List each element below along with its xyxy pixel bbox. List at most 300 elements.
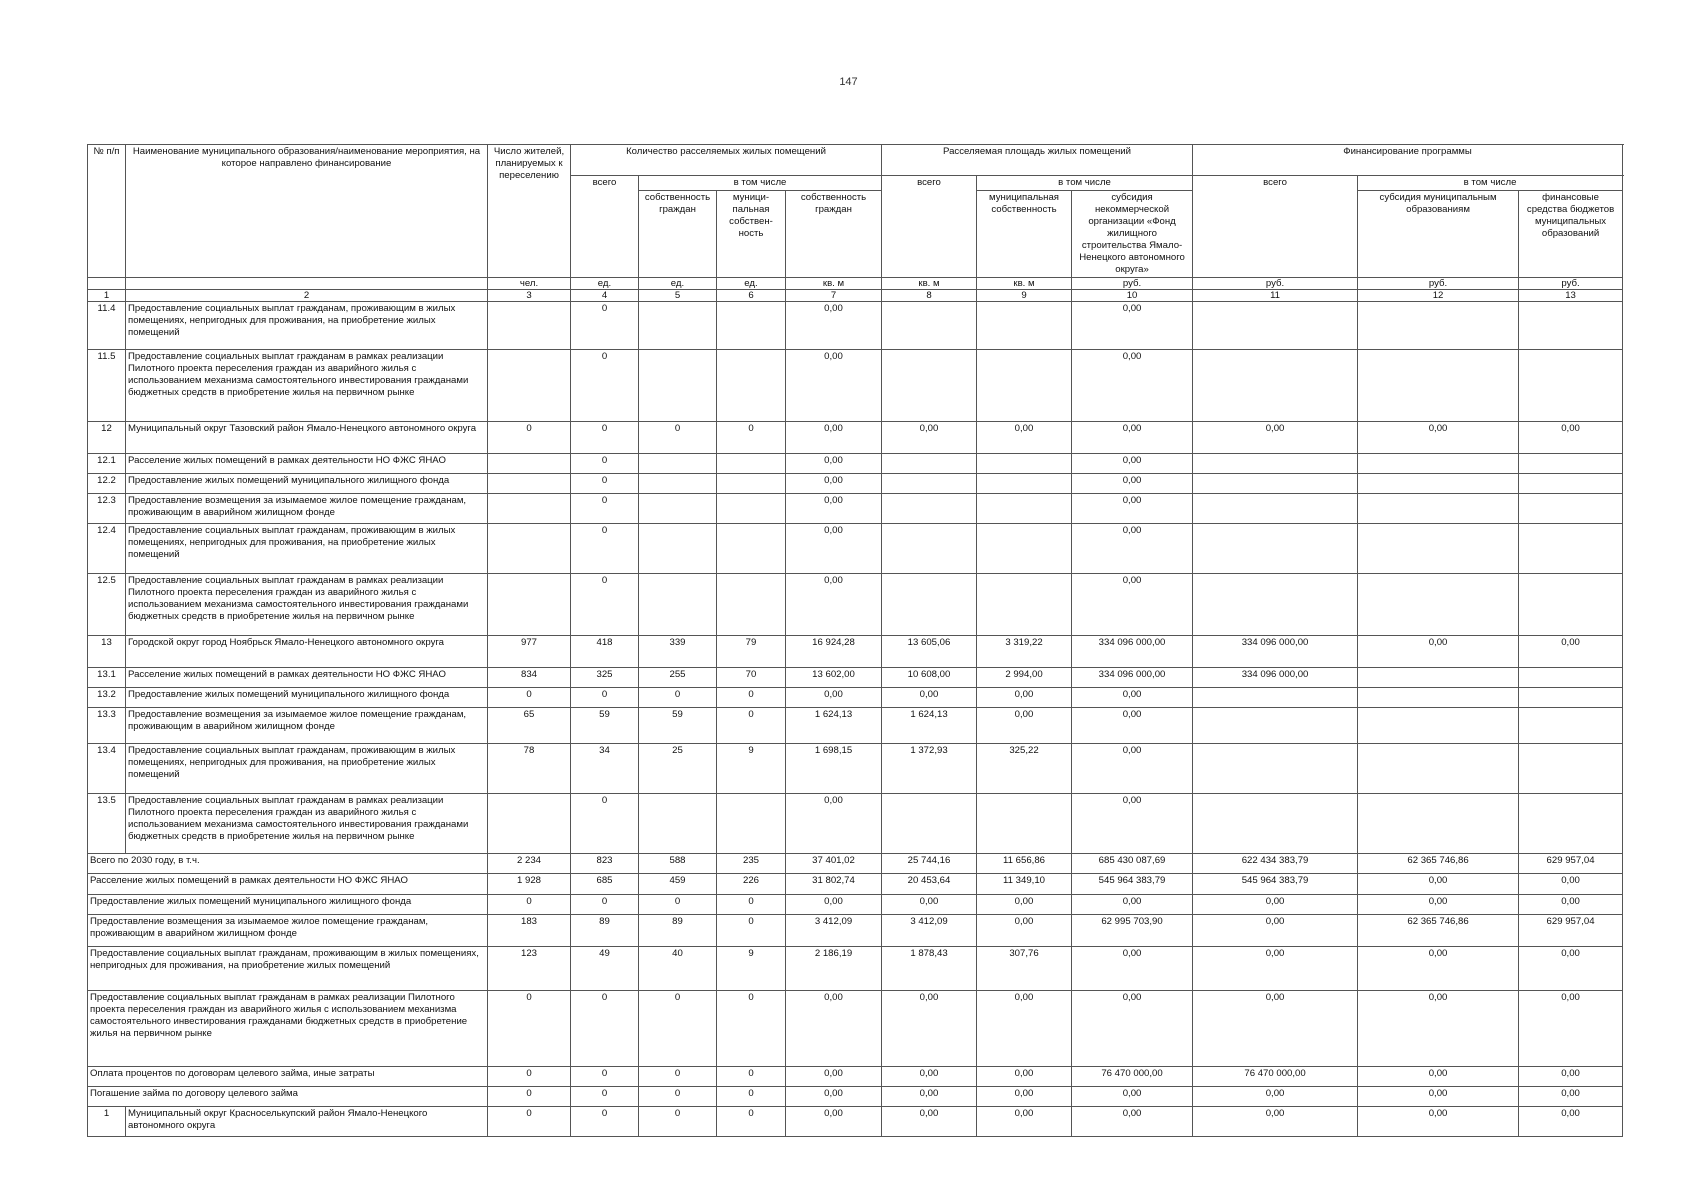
value-cell: 0 [717, 1087, 786, 1107]
value-cell [639, 524, 717, 574]
value-cell: 0,00 [1519, 636, 1623, 668]
value-cell: 11 656,86 [977, 854, 1072, 874]
value-cell: 0 [488, 1107, 571, 1137]
value-cell: 1 624,13 [882, 708, 977, 744]
value-cell: 0 [571, 1087, 639, 1107]
value-cell [639, 794, 717, 854]
total-name: Оплата процентов по договорам целевого займа, иные затраты [88, 1067, 488, 1087]
value-cell [488, 454, 571, 474]
value-cell [1193, 350, 1358, 422]
row-number: 13 [88, 636, 126, 668]
value-cell: 0 [717, 915, 786, 947]
table-row [88, 744, 1623, 794]
header-area-total: всего [882, 176, 977, 278]
value-cell: 0,00 [882, 1067, 977, 1087]
row-number: 13.3 [88, 708, 126, 744]
column-number: 1 [88, 290, 126, 302]
header-financing-total: всего [1193, 176, 1358, 278]
value-cell [882, 350, 977, 422]
value-cell: 0,00 [786, 422, 882, 454]
value-cell [1358, 350, 1519, 422]
value-cell: 0,00 [786, 1087, 882, 1107]
value-cell [882, 574, 977, 636]
header-area-municipal: муниципальная собственность [977, 191, 1072, 278]
total-row [88, 1067, 1623, 1087]
header-subsidy-municipal: субсидия муниципальным образованиям [1358, 191, 1519, 278]
row-number: 12.5 [88, 574, 126, 636]
value-cell [977, 524, 1072, 574]
total-name: Предоставление социальных выплат гражданам в рамках реализации Пилотного проекта переселения граждан из аварийного жилья с использованием механизма самостоятельного инвестирования гражданами бюджетных средств в приобретение жилья на первичном рынке [88, 991, 488, 1067]
value-cell [1358, 574, 1519, 636]
column-number: 13 [1519, 290, 1623, 302]
value-cell: 1 878,43 [882, 947, 977, 991]
value-cell [1519, 708, 1623, 744]
value-cell: 0 [571, 991, 639, 1067]
value-cell: 0,00 [882, 1107, 977, 1137]
value-cell: 65 [488, 708, 571, 744]
total-name: Предоставление социальных выплат гражданам, проживающим в жилых помещениях, непригодных для проживания, на приобретение жилых помещений [88, 947, 488, 991]
unit-cell: руб. [1358, 278, 1519, 290]
value-cell: 3 412,09 [882, 915, 977, 947]
value-cell: 0,00 [786, 1067, 882, 1087]
column-number: 4 [571, 290, 639, 302]
value-cell: 0,00 [1519, 1067, 1623, 1087]
value-cell: 325 [571, 668, 639, 688]
row-name: Предоставление социальных выплат гражданам в рамках реализации Пилотного проекта переселения граждан из аварийного жилья с использованием механизма самостоятельного инвестирования гражданами бюджетных средств в приобретение жилья на первичном рынке [126, 794, 488, 854]
value-cell: 0,00 [1358, 422, 1519, 454]
value-cell: 0 [639, 1107, 717, 1137]
value-cell: 588 [639, 854, 717, 874]
value-cell [1358, 668, 1519, 688]
value-cell: 0,00 [1072, 708, 1193, 744]
row-name: Городской округ город Ноябрьск Ямало-Ненецкого автономного округа [126, 636, 488, 668]
value-cell: 0,00 [1072, 494, 1193, 524]
value-cell: 0,00 [1072, 895, 1193, 915]
unit-cell: кв. м [786, 278, 882, 290]
value-cell [1519, 574, 1623, 636]
value-cell: 0,00 [977, 1107, 1072, 1137]
value-cell [1193, 302, 1358, 350]
value-cell: 3 319,22 [977, 636, 1072, 668]
value-cell: 0 [639, 1067, 717, 1087]
value-cell: 0 [571, 574, 639, 636]
value-cell: 76 470 000,00 [1193, 1067, 1358, 1087]
financing-table [87, 144, 1623, 1137]
value-cell: 0,00 [1193, 1087, 1358, 1107]
value-cell [639, 494, 717, 524]
table-row [88, 708, 1623, 744]
value-cell: 62 365 746,86 [1358, 915, 1519, 947]
value-cell: 0,00 [786, 454, 882, 474]
value-cell: 629 957,04 [1519, 854, 1623, 874]
value-cell [639, 454, 717, 474]
total-row [88, 915, 1623, 947]
row-name: Муниципальный округ Красноселькупский район Ямало-Ненецкого автономного округа [126, 1107, 488, 1137]
column-number: 7 [786, 290, 882, 302]
value-cell [1519, 794, 1623, 854]
value-cell: 89 [639, 915, 717, 947]
row-name: Предоставление социальных выплат гражданам в рамках реализации Пилотного проекта переселения граждан из аварийного жилья с использованием механизма самостоятельного инвестирования гражданами бюджетных средств в приобретение жилья на первичном рынке [126, 350, 488, 422]
value-cell [1193, 794, 1358, 854]
row-name: Муниципальный округ Тазовский район Ямало-Ненецкого автономного округа [126, 422, 488, 454]
value-cell: 545 964 383,79 [1072, 874, 1193, 895]
value-cell: 0,00 [1193, 947, 1358, 991]
table-row [88, 494, 1623, 524]
table-row [88, 474, 1623, 494]
value-cell: 339 [639, 636, 717, 668]
value-cell [977, 474, 1072, 494]
column-number: 6 [717, 290, 786, 302]
column-number: 2 [126, 290, 488, 302]
value-cell: 0,00 [882, 422, 977, 454]
column-number: 12 [1358, 290, 1519, 302]
row-number: 12.2 [88, 474, 126, 494]
value-cell: 0,00 [1358, 947, 1519, 991]
table-row [88, 422, 1623, 454]
value-cell: 459 [639, 874, 717, 895]
value-cell: 0 [571, 524, 639, 574]
value-cell: 0,00 [1072, 422, 1193, 454]
total-name: Погашение займа по договору целевого займа [88, 1087, 488, 1107]
value-cell: 0,00 [1519, 895, 1623, 915]
unit-cell: кв. м [977, 278, 1072, 290]
total-row [88, 895, 1623, 915]
value-cell: 622 434 383,79 [1193, 854, 1358, 874]
value-cell: 0 [488, 422, 571, 454]
value-cell [639, 350, 717, 422]
value-cell: 70 [717, 668, 786, 688]
value-cell: 0,00 [1358, 1067, 1519, 1087]
header-area-owned: собственность граждан [786, 191, 882, 278]
value-cell: 0 [488, 688, 571, 708]
value-cell: 0,00 [786, 302, 882, 350]
header-area: Расселяемая площадь жилых помещений [882, 145, 1193, 176]
value-cell: 37 401,02 [786, 854, 882, 874]
value-cell: 0,00 [1072, 474, 1193, 494]
value-cell: 25 [639, 744, 717, 794]
value-cell: 0,00 [1358, 636, 1519, 668]
value-cell [977, 350, 1072, 422]
value-cell: 0,00 [1519, 947, 1623, 991]
value-cell: 0 [639, 688, 717, 708]
row-number: 13.5 [88, 794, 126, 854]
value-cell: 0,00 [977, 1087, 1072, 1107]
total-name: Расселение жилых помещений в рамках деятельности НО ФЖС ЯНАО [88, 874, 488, 895]
value-cell: 0,00 [1358, 895, 1519, 915]
page-number: 147 [839, 76, 858, 88]
header-premises-including: в том числе [639, 176, 882, 191]
total-row [88, 1087, 1623, 1107]
value-cell: 545 964 383,79 [1193, 874, 1358, 895]
value-cell: 0,00 [786, 524, 882, 574]
value-cell: 0,00 [1358, 1107, 1519, 1137]
value-cell: 2 186,19 [786, 947, 882, 991]
value-cell: 685 [571, 874, 639, 895]
value-cell: 2 994,00 [977, 668, 1072, 688]
value-cell: 0,00 [1519, 991, 1623, 1067]
row-number: 11.4 [88, 302, 126, 350]
value-cell: 418 [571, 636, 639, 668]
value-cell [717, 474, 786, 494]
value-cell [1519, 454, 1623, 474]
value-cell: 0,00 [1072, 302, 1193, 350]
value-cell [1358, 688, 1519, 708]
value-cell [1358, 708, 1519, 744]
row-number: 13.2 [88, 688, 126, 708]
value-cell [1358, 494, 1519, 524]
value-cell: 0,00 [1193, 1107, 1358, 1137]
total-row [88, 874, 1623, 895]
value-cell [717, 794, 786, 854]
value-cell: 0 [571, 474, 639, 494]
value-cell: 0,00 [1072, 1107, 1193, 1137]
value-cell [1193, 708, 1358, 744]
table-row [88, 302, 1623, 350]
row-name: Предоставление жилых помещений муниципального жилищного фонда [126, 474, 488, 494]
table-row [88, 794, 1623, 854]
total-row [88, 991, 1623, 1067]
column-number: 10 [1072, 290, 1193, 302]
value-cell: 0 [717, 708, 786, 744]
header-row-1 [88, 145, 1623, 176]
value-cell: 11 349,10 [977, 874, 1072, 895]
value-cell: 226 [717, 874, 786, 895]
value-cell: 0 [571, 688, 639, 708]
value-cell: 0,00 [977, 1067, 1072, 1087]
value-cell: 0 [639, 422, 717, 454]
header-financing: Финансирование программы [1193, 145, 1623, 176]
row-name: Предоставление жилых помещений муниципального жилищного фонда [126, 688, 488, 708]
header-premises-total: всего [571, 176, 639, 278]
value-cell: 10 608,00 [882, 668, 977, 688]
value-cell [1193, 454, 1358, 474]
value-cell: 0,00 [786, 1107, 882, 1137]
header-financing-including: в том числе [1358, 176, 1623, 191]
value-cell [717, 524, 786, 574]
unit-cell: руб. [1193, 278, 1358, 290]
value-cell: 0,00 [882, 991, 977, 1067]
value-cell: 0,00 [882, 688, 977, 708]
value-cell: 0 [571, 895, 639, 915]
value-cell: 0 [717, 688, 786, 708]
header-area-including: в том числе [977, 176, 1193, 191]
value-cell [1358, 524, 1519, 574]
value-cell [1358, 474, 1519, 494]
value-cell: 0,00 [1072, 574, 1193, 636]
value-cell: 0,00 [1358, 991, 1519, 1067]
value-cell: 0,00 [977, 991, 1072, 1067]
value-cell [882, 454, 977, 474]
value-cell [882, 524, 977, 574]
value-cell: 0 [488, 1067, 571, 1087]
value-cell: 255 [639, 668, 717, 688]
value-cell: 0 [717, 422, 786, 454]
value-cell: 31 802,74 [786, 874, 882, 895]
value-cell: 0 [571, 1107, 639, 1137]
value-cell: 0,00 [977, 422, 1072, 454]
value-cell [639, 302, 717, 350]
value-cell: 0,00 [1519, 1107, 1623, 1137]
value-cell: 89 [571, 915, 639, 947]
total-name: Предоставление жилых помещений муниципального жилищного фонда [88, 895, 488, 915]
row-name: Предоставление социальных выплат гражданам, проживающим в жилых помещениях, непригодных для проживания, на приобретение жилых помещений [126, 524, 488, 574]
total-row [88, 947, 1623, 991]
header-premises: Количество расселяемых жилых помещений [571, 145, 882, 176]
column-number: 5 [639, 290, 717, 302]
value-cell: 0,00 [1193, 422, 1358, 454]
table-row [88, 636, 1623, 668]
value-cell: 183 [488, 915, 571, 947]
column-number: 11 [1193, 290, 1358, 302]
value-cell [1519, 688, 1623, 708]
value-cell [1358, 454, 1519, 474]
value-cell: 0,00 [1358, 874, 1519, 895]
value-cell: 1 928 [488, 874, 571, 895]
value-cell: 334 096 000,00 [1193, 636, 1358, 668]
value-cell [1519, 744, 1623, 794]
header-name: Наименование муниципального образования/наименование мероприятия, на которое направлено финансирование [126, 145, 488, 278]
value-cell: 235 [717, 854, 786, 874]
table-row [88, 668, 1623, 688]
value-cell: 0 [639, 1087, 717, 1107]
value-cell [1358, 302, 1519, 350]
column-number: 9 [977, 290, 1072, 302]
value-cell [882, 474, 977, 494]
value-cell [977, 454, 1072, 474]
row-number: 12.4 [88, 524, 126, 574]
value-cell: 3 412,09 [786, 915, 882, 947]
value-cell [639, 474, 717, 494]
value-cell: 0,00 [786, 688, 882, 708]
value-cell: 0,00 [977, 915, 1072, 947]
value-cell [488, 494, 571, 524]
column-number: 3 [488, 290, 571, 302]
row-number: 11.5 [88, 350, 126, 422]
table-row [88, 1107, 1623, 1137]
row-name: Предоставление возмещения за изымаемое жилое помещение гражданам, проживающим в аварийном жилищном фонде [126, 494, 488, 524]
value-cell: 0 [639, 895, 717, 915]
value-cell [639, 574, 717, 636]
value-cell [717, 454, 786, 474]
value-cell [717, 350, 786, 422]
value-cell: 62 365 746,86 [1358, 854, 1519, 874]
value-cell [1193, 574, 1358, 636]
value-cell [1519, 668, 1623, 688]
unit-cell: руб. [1519, 278, 1623, 290]
value-cell [1519, 474, 1623, 494]
unit-cell: кв. м [882, 278, 977, 290]
value-cell: 0,00 [882, 1087, 977, 1107]
value-cell: 0 [571, 1067, 639, 1087]
value-cell: 0 [571, 422, 639, 454]
value-cell: 9 [717, 947, 786, 991]
value-cell: 0,00 [1072, 744, 1193, 794]
value-cell: 0,00 [1193, 895, 1358, 915]
header-budget-funds: финансовые средства бюджетов муниципальных образований [1519, 191, 1623, 278]
table-row [88, 350, 1623, 422]
value-cell: 0,00 [1193, 915, 1358, 947]
value-cell [977, 574, 1072, 636]
value-cell: 0,00 [786, 895, 882, 915]
row-name: Расселение жилых помещений в рамках деятельности НО ФЖС ЯНАО [126, 668, 488, 688]
column-number: 8 [882, 290, 977, 302]
value-cell: 40 [639, 947, 717, 991]
header-premises-municipal: муници-пальная собствен-ность [717, 191, 786, 278]
value-cell: 49 [571, 947, 639, 991]
value-cell: 0,00 [977, 895, 1072, 915]
value-cell: 0,00 [786, 991, 882, 1067]
value-cell: 13 602,00 [786, 668, 882, 688]
row-name: Предоставление возмещения за изымаемое жилое помещение гражданам, проживающим в аварийном жилищном фонде [126, 708, 488, 744]
value-cell: 0,00 [786, 494, 882, 524]
value-cell [717, 302, 786, 350]
value-cell [977, 794, 1072, 854]
value-cell: 0 [488, 1087, 571, 1107]
value-cell: 0,00 [1072, 1087, 1193, 1107]
value-cell [717, 574, 786, 636]
value-cell: 0,00 [977, 708, 1072, 744]
table-row [88, 688, 1623, 708]
value-cell [1519, 494, 1623, 524]
value-cell: 0 [717, 1067, 786, 1087]
value-cell: 0,00 [1193, 991, 1358, 1067]
value-cell: 0 [571, 794, 639, 854]
total-row [88, 854, 1623, 874]
total-name: Предоставление возмещения за изымаемое жилое помещение гражданам, проживающим в аварийном жилищном фонде [88, 915, 488, 947]
row-number: 12 [88, 422, 126, 454]
value-cell: 0,00 [1358, 1087, 1519, 1107]
value-cell [488, 302, 571, 350]
unit-cell: чел. [488, 278, 571, 290]
unit-cell: ед. [571, 278, 639, 290]
value-cell: 20 453,64 [882, 874, 977, 895]
value-cell: 0,00 [786, 350, 882, 422]
value-cell [488, 574, 571, 636]
value-cell [1519, 302, 1623, 350]
value-cell: 334 096 000,00 [1193, 668, 1358, 688]
value-cell: 0,00 [786, 794, 882, 854]
value-cell: 0 [571, 454, 639, 474]
value-cell: 1 372,93 [882, 744, 977, 794]
value-cell: 334 096 000,00 [1072, 668, 1193, 688]
value-cell [1519, 350, 1623, 422]
value-cell: 0 [488, 895, 571, 915]
value-cell [977, 302, 1072, 350]
value-cell: 0,00 [1519, 422, 1623, 454]
value-cell: 0 [571, 350, 639, 422]
row-number: 12.1 [88, 454, 126, 474]
header-residents: Число жителей, планируемых к переселению [488, 145, 571, 278]
value-cell: 59 [639, 708, 717, 744]
value-cell: 62 995 703,90 [1072, 915, 1193, 947]
table-row [88, 524, 1623, 574]
unit-cell: руб. [1072, 278, 1193, 290]
value-cell: 685 430 087,69 [1072, 854, 1193, 874]
value-cell: 823 [571, 854, 639, 874]
value-cell: 0 [717, 1107, 786, 1137]
value-cell: 123 [488, 947, 571, 991]
value-cell [1193, 524, 1358, 574]
value-cell [488, 524, 571, 574]
value-cell: 0,00 [1072, 947, 1193, 991]
value-cell [977, 494, 1072, 524]
total-name: Всего по 2030 году, в т.ч. [88, 854, 488, 874]
value-cell: 0,00 [1072, 991, 1193, 1067]
value-cell: 0 [639, 991, 717, 1067]
value-cell: 0,00 [1072, 350, 1193, 422]
header-premises-owned: собственность граждан [639, 191, 717, 278]
value-cell [1193, 744, 1358, 794]
